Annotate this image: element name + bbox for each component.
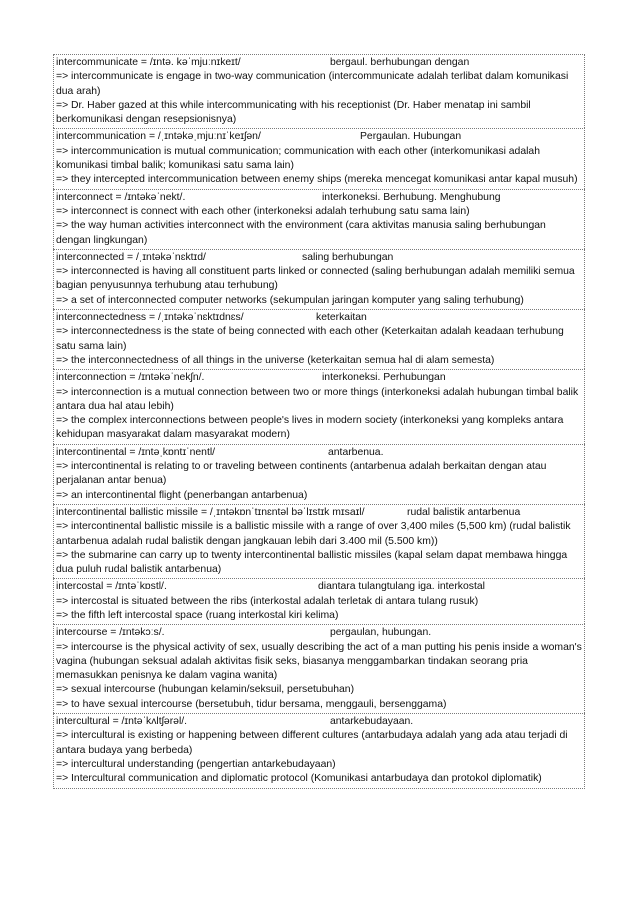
entry-intercultural xyxy=(53,713,585,788)
example-line: => intercultural understanding (pengertian antarkebudayaan) xyxy=(56,758,336,770)
entry-intercontinental xyxy=(53,444,585,504)
meaning: rudal balistik antarbenua xyxy=(407,506,521,518)
headword: intercommunication = /ˌɪntəkəˌmjuːnɪˈkeɪʃən/ xyxy=(56,131,261,143)
example-line: => Intercultural communication and diplomatic protocol (Komunikasi antarbudaya dan protokol diplomatik) xyxy=(56,773,542,785)
example-line: => the complex interconnections between people's lives in modern society (interkoneksi yang kompleks antara kehidupan masyarakat dalam masyarakat modern) xyxy=(56,415,564,441)
headword: interconnected = /ˌɪntəkəˈnɛktɪd/ xyxy=(56,251,206,263)
entry-intercommunication xyxy=(53,128,585,188)
definition-line: => intercostal is situated between the ribs (interkostal adalah terletak di antara tulang rusuk) xyxy=(56,595,479,607)
entry-interconnect xyxy=(53,189,585,249)
dictionary-page xyxy=(53,54,585,789)
headword: intercultural = /ɪntəˈkʌltʃərəl/. xyxy=(56,716,188,728)
headword: intercourse = /ɪntəkɔːs/. xyxy=(56,627,165,639)
meaning: interkoneksi. Perhubungan xyxy=(322,372,446,384)
example-line: => a set of interconnected computer networks (sekumpulan jaringan komputer yang saling terhubung) xyxy=(56,294,524,306)
headword: interconnect = /ɪntəkəˈnekt/. xyxy=(56,191,186,203)
meaning: pergaulan, hubungan. xyxy=(330,627,432,639)
definition-line: => intercommunicate is engage in two-way communication (intercommunicate adalah terlibat dalam komunikasi dua arah) xyxy=(56,71,569,97)
example-line: => to have sexual intercourse (bersetubuh, tidur bersama, menggauli, bersenggama) xyxy=(56,698,447,710)
example-line: => the way human activities interconnect with the environment (cara aktivitas manusia saling berhubungan dengan lingkungan) xyxy=(56,220,546,246)
entry-interconnected xyxy=(53,249,585,309)
headword: intercostal = /ɪntəˈkɒstl/. xyxy=(56,581,167,593)
headword: interconnectedness = /ˌɪntəkəˈnɛktɪdnɛs/ xyxy=(56,312,244,324)
entry-intercourse xyxy=(53,624,585,713)
headword: intercommunicate = /ɪntə. kəˈmjuːnɪkeɪt/ xyxy=(56,57,241,68)
example-line: => sexual intercourse (hubungan kelamin/seksuil, persetubuhan) xyxy=(56,684,355,696)
definition-line: => intercommunication is mutual communication; communication with each other (interkomunikasi adalah komunikasi timbal balik; komunikasi satu sama lain) xyxy=(56,145,540,172)
entry-intercostal xyxy=(53,578,585,624)
meaning: interkoneksi. Berhubung. Menghubung xyxy=(322,191,501,203)
definition-line: => interconnect is connect with each other (interkoneksi adalah terhubung satu sama lain) xyxy=(56,205,470,217)
meaning: keterkaitan xyxy=(316,312,367,324)
meaning: saling berhubungan xyxy=(302,251,394,263)
example-line: => they intercepted intercommunication between enemy ships (mereka mencegat komunikasi antar kapal musuh) xyxy=(56,174,578,186)
headword: interconnection = /ɪntəkəˈnekʃn/. xyxy=(56,372,205,384)
example-line: => the submarine can carry up to twenty intercontinental ballistic missiles (kapal selam dapat membawa hingga dua puluh rudal balistik antarbenua) xyxy=(56,549,568,576)
example-line: => the interconnectedness of all things in the universe (keterkaitan semua hal di alam semesta) xyxy=(56,354,495,366)
entry-intercommunicate xyxy=(53,54,585,128)
example-line: => the fifth left intercostal space (ruang interkostal kiri kelima) xyxy=(56,609,339,621)
entry-intercontinental-ballistic-missile xyxy=(53,504,585,578)
definition-line: => interconnectedness is the state of being connected with each other (Keterkaitan adalah keadaan terhubung satu sama lain) xyxy=(56,326,564,352)
example-line: => an intercontinental flight (penerbangan antarbenua) xyxy=(56,489,308,501)
headword: intercontinental ballistic missile = /ˌɪntəkɒnˈtɪnɛntəl bəˈlɪstɪk mɪsaɪl/ xyxy=(56,506,365,518)
entry-interconnection xyxy=(53,369,585,443)
definition-line: => intercontinental is relating to or traveling between continents (antarbenua adalah berkaitan dengan atau perjalanan antar benua) xyxy=(56,461,547,487)
entry-interconnectedness xyxy=(53,309,585,369)
definition-line: => intercultural is existing or happening between different cultures (antarbudaya adalah yang ada atau terjadi di antara budaya yang berbeda) xyxy=(56,730,568,756)
definition-line: => intercourse is the physical activity of sex, usually describing the act of a man putting his penis inside a woman's vagina (hubungan seksual adalah aktivitas fisik seks, biasanya menggambarkan tindakan seorang pria memasukkan penisnya ke dalam vagina wanita) xyxy=(56,641,582,682)
definition-line: => interconnection is a mutual connection between two or more things (interkoneksi adalah hubungan timbal balik antara dua hal atau lebih) xyxy=(56,386,579,412)
definition-line: => interconnected is having all constituent parts linked or connected (saling berhubungan adalah memiliki semua bagian penyusunnya terhubung atau terhubung) xyxy=(56,266,575,292)
meaning: bergaul. berhubungan dengan xyxy=(330,57,470,68)
definition-line: => intercontinental ballistic missile is a ballistic missile with a range of over 3,400 miles (5,500 km) (rudal balistik antarbenua adalah rudal balistik dengan jangkauan lebih dari 3.400 mil (5.500 km)) xyxy=(56,521,571,547)
meaning: antarbenua. xyxy=(328,446,384,458)
headword: intercontinental = /ɪntəˌkɒntɪˈnentl/ xyxy=(56,446,216,458)
meaning: antarkebudayaan. xyxy=(330,716,414,728)
meaning: diantara tulangtulang iga. interkostal xyxy=(318,581,485,593)
meaning: Pergaulan. Hubungan xyxy=(360,131,462,143)
example-line: => Dr. Haber gazed at this while intercommunicating with his receptionist (Dr. Haber menatap ini sambil berkomunikasi dengan resepsionisnya) xyxy=(56,99,531,126)
